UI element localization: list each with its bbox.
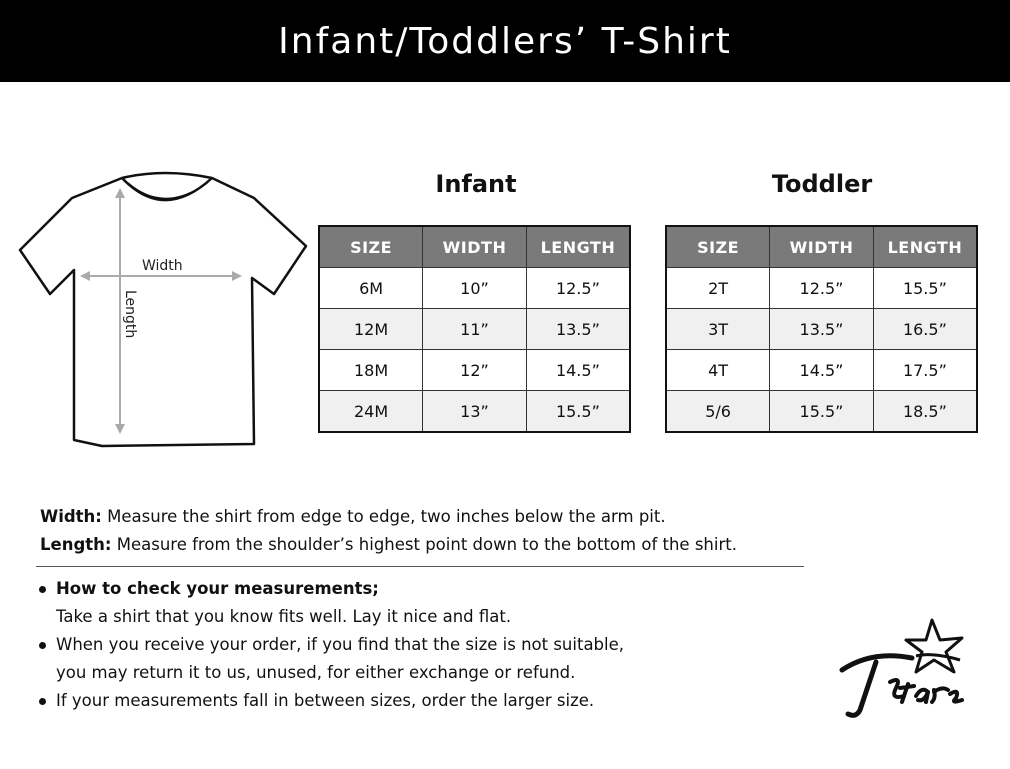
width-cell: 12” bbox=[423, 350, 527, 391]
table-header-row bbox=[666, 226, 977, 268]
note-check-title: How to check your measurements; bbox=[56, 579, 379, 598]
width-cell: 13.5” bbox=[770, 309, 874, 350]
size-cell: 2T bbox=[666, 268, 770, 309]
width-cell: 14.5” bbox=[770, 350, 874, 391]
width-label: Width bbox=[142, 258, 183, 274]
table-row bbox=[666, 309, 977, 350]
column-header: SIZE bbox=[666, 226, 770, 268]
width-cell: 11” bbox=[423, 309, 527, 350]
note-returns-line1: When you receive your order, if you find that the size is not suitable, bbox=[56, 635, 625, 654]
width-cell: 10” bbox=[423, 268, 527, 309]
bullet-icon bbox=[39, 642, 46, 649]
shirt-outline bbox=[20, 173, 306, 446]
length-cell: 17.5” bbox=[873, 350, 977, 391]
table-header-row bbox=[319, 226, 630, 268]
table-row bbox=[319, 309, 630, 350]
length-definition bbox=[40, 531, 737, 559]
table-row bbox=[319, 391, 630, 433]
length-label: Length bbox=[122, 290, 138, 339]
length-cell: 14.5” bbox=[526, 350, 630, 391]
size-cell: 4T bbox=[666, 350, 770, 391]
length-cell: 16.5” bbox=[873, 309, 977, 350]
size-cell: 12M bbox=[319, 309, 423, 350]
column-header: LENGTH bbox=[526, 226, 630, 268]
width-cell: 12.5” bbox=[770, 268, 874, 309]
length-definition-text: Measure from the shoulder’s highest point down to the bottom of the shirt. bbox=[116, 535, 737, 554]
size-notes bbox=[36, 575, 624, 715]
column-header: WIDTH bbox=[423, 226, 527, 268]
width-term: Width: bbox=[40, 507, 102, 526]
column-header: LENGTH bbox=[873, 226, 977, 268]
measurement-definitions bbox=[40, 503, 737, 559]
table-row bbox=[319, 268, 630, 309]
size-cell: 18M bbox=[319, 350, 423, 391]
size-cell: 3T bbox=[666, 309, 770, 350]
toddler-table-title: Toddler bbox=[771, 170, 873, 198]
width-definition-text: Measure the shirt from edge to edge, two inches below the arm pit. bbox=[107, 507, 666, 526]
note-returns bbox=[36, 631, 624, 687]
toddler-size-table bbox=[665, 225, 978, 433]
length-cell: 12.5” bbox=[526, 268, 630, 309]
length-term: Length: bbox=[40, 535, 112, 554]
length-cell: 13.5” bbox=[526, 309, 630, 350]
column-header: SIZE bbox=[319, 226, 423, 268]
width-definition bbox=[40, 503, 737, 531]
shirt-diagram bbox=[18, 170, 310, 452]
bullet-icon bbox=[39, 698, 46, 705]
logo-stars-script bbox=[890, 680, 962, 702]
size-cell: 5/6 bbox=[666, 391, 770, 433]
note-between-text: If your measurements fall in between sizes, order the larger size. bbox=[56, 691, 595, 710]
width-cell: 13” bbox=[423, 391, 527, 433]
table-row bbox=[666, 268, 977, 309]
bullet-icon bbox=[39, 586, 46, 593]
size-cell: 6M bbox=[319, 268, 423, 309]
note-check-measurements bbox=[36, 575, 624, 631]
column-header: WIDTH bbox=[770, 226, 874, 268]
page-title: Infant/Toddlers’ T-Shirt bbox=[278, 20, 732, 62]
star-icon bbox=[906, 620, 962, 672]
length-cell: 15.5” bbox=[526, 391, 630, 433]
size-cell: 24M bbox=[319, 391, 423, 433]
table-row bbox=[666, 391, 977, 433]
note-returns-line2: you may return it to us, unused, for either exchange or refund. bbox=[56, 663, 576, 682]
note-between-sizes bbox=[36, 687, 624, 715]
length-cell: 18.5” bbox=[873, 391, 977, 433]
logo-t-stroke bbox=[842, 656, 912, 716]
width-cell: 15.5” bbox=[770, 391, 874, 433]
length-cell: 15.5” bbox=[873, 268, 977, 309]
divider bbox=[36, 566, 804, 567]
tstars-logo bbox=[832, 612, 982, 722]
note-check-text: Take a shirt that you know fits well. Lay it nice and flat. bbox=[56, 607, 512, 626]
infant-table-title: Infant bbox=[435, 170, 517, 198]
table-row bbox=[319, 350, 630, 391]
header-bar bbox=[0, 0, 1010, 82]
table-row bbox=[666, 350, 977, 391]
infant-size-table bbox=[318, 225, 631, 433]
